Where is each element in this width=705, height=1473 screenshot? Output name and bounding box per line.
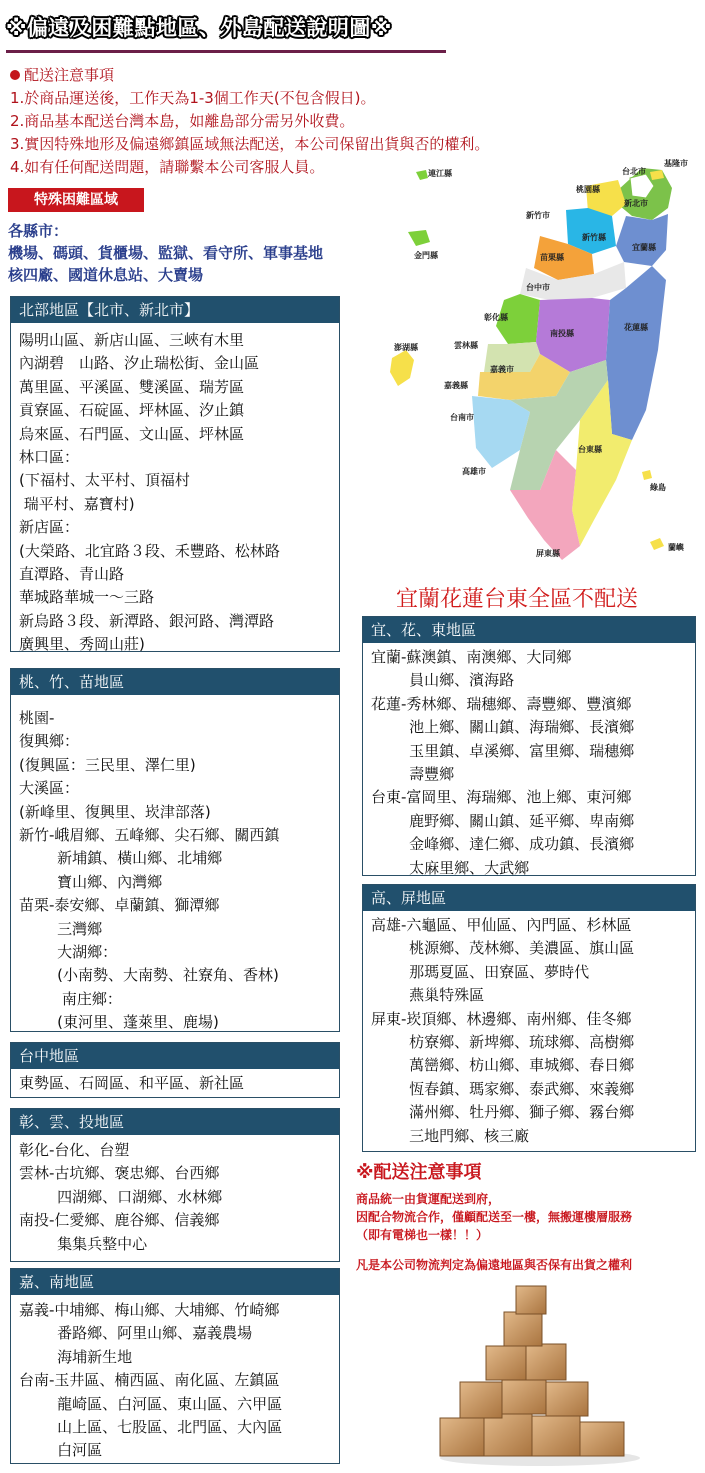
map-label-hsinchu-county: 新竹縣 [582, 233, 606, 242]
notice-title: ※配送注意事項 [356, 1162, 482, 1183]
map-label-kaohsiung: 高雄市 [462, 467, 486, 476]
notice-body: 商品統一由貨運配送到府， 因配合物流合作，僅顧配送至一樓，無搬運樓層服務 （即有電梯也一樣！！） [356, 1192, 633, 1242]
map-region-yilan [616, 214, 668, 266]
note-item: 3.實因特殊地形及偏遠鄉鎮區域無法配送，本公司保留出貨與否的權利。 [10, 135, 490, 153]
region-header: 嘉、南地區 [11, 1269, 339, 1295]
map-label-yunlin: 雲林縣 [454, 341, 478, 350]
map-label-changhua: 彰化縣 [484, 313, 508, 322]
map-label-newtaipei: 新北市 [624, 199, 648, 208]
title-banner [6, 8, 446, 54]
bullet-icon [10, 70, 20, 80]
taiwan-map [380, 150, 705, 570]
region-box-cyn [10, 1108, 340, 1262]
map-label-yilan: 宜蘭縣 [632, 243, 656, 252]
region-body: 東勢區、石岡區、和平區、新社區 [19, 1074, 245, 1092]
region-body: 高雄-六龜區、甲仙區、內門區、杉林區 桃源鄉、茂林鄉、美濃區、旗山區 那瑪夏區、田寮區、夢時代 燕巢特殊區 屏東-崁頂鄉、林邊鄉、南州鄉、佳冬鄉 枋寮鄉、新埤鄉、琉球鄉、高樹鄉 萬巒鄉、枋山鄉、車城鄉、春日鄉 恆春鎮、瑪家鄉、泰武鄉、來義鄉 滿州鄉、牡丹鄉、獅子鄉、霧台鄉 三地門鄉、核三廠 [371, 916, 635, 1145]
notes-heading-text: 配送注意事項 [24, 66, 115, 84]
region-body: 陽明山區、新店山區、三峽有木里 內湖碧 山路、汐止瑞松街、金山區 萬里區、平溪區、雙溪區、瑞芳區 貢寮區、石碇區、坪林區、汐止鎮 烏來區、石門區、文山區、坪林區 林口區： (下福村、太平村、頂福村 瑞平村、嘉寶村) 新店區： (大榮路、北宜路３段、禾豐路、松林路 直潭路、青山路 華城路華城一～三路 新烏路３段、新潭路、銀河路、灣潭路 廣興里、秀岡山莊) [19, 331, 280, 654]
note-item: 1.於商品運送後，工作天為1-3個工作天(不包含假日)。 [10, 89, 376, 107]
map-label-taipei: 台北市 [622, 167, 646, 176]
region-header: 台中地區 [11, 1043, 339, 1069]
map-label-miaoli: 苗栗縣 [540, 253, 564, 262]
region-body: 桃園- 復興鄉： (復興區：三民里、澤仁里) 大溪區： (新峰里、復興里、崁津部落) 新竹-峨眉鄉、五峰鄉、尖石鄉、關西鎮 新埔鎮、橫山鄉、北埔鄉 寶山鄉、內灣鄉 苗栗-泰安鄉、卓蘭鎮、獅潭鄉 三灣鄉 大湖鄉： (小南勢、大南勢、社寮角、香林) 南庄鄉： (東河里、蓬萊里、鹿場) [19, 709, 280, 1032]
map-label-pingtung: 屏東縣 [536, 549, 560, 558]
map-label-taitung: 台東縣 [578, 445, 602, 454]
map-label-chiayi-county: 嘉義縣 [444, 381, 468, 390]
region-box-tzm [10, 668, 340, 1032]
map-region-hualien [606, 266, 666, 440]
map-region-kinmen [408, 230, 430, 246]
no-delivery-notice: 宜蘭花蓮台東全區不配送 [396, 587, 639, 612]
map-label-kinmen: 金門縣 [414, 251, 438, 260]
map-label-hsinchu-city: 新竹市 [526, 211, 550, 220]
map-label-keelung: 基隆市 [664, 159, 688, 168]
region-box-kp [362, 884, 696, 1152]
map-label-ludao: 綠島 [650, 483, 666, 492]
region-box-chiayi-tainan [10, 1268, 340, 1464]
counties-line: 機場、碼頭、貨櫃場、監獄、看守所、軍事基地 [8, 244, 324, 262]
page-title: ※偏遠及困難點地區、外島配送說明圖※ [6, 16, 392, 40]
map-region-lanyu [650, 538, 664, 550]
counties-line: 核四廠、國道休息站、大賣場 [8, 266, 204, 284]
region-body: 宜蘭-蘇澳鎮、南澳鄉、大同鄉 員山鄉、濱海路 花蓮-秀林鄉、瑞穗鄉、壽豐鄉、豐濱鄉 池上鄉、關山鎮、海瑞鄉、長濱鄉 玉里鎮、卓溪鄉、富里鄉、瑞穗鄉 壽豐鄉 台東-富岡里、海瑞鄉、池上鄉、東河鄉 鹿野鄉、關山鎮、延平鄉、卑南鄉 金峰鄉、達仁鄉、成功鎮、長濱鄉 太麻里鄉、大武鄉 [371, 648, 635, 877]
map-region-lienchiang [416, 170, 428, 180]
map-label-lanyu: 蘭嶼 [668, 543, 684, 552]
map-region-penghu [390, 350, 414, 386]
box-tower-illustration [420, 1282, 660, 1468]
counties-label: 各縣市： [8, 222, 69, 240]
note-item: 2.商品基本配送台灣本島，如離島部分需另外收費。 [10, 112, 355, 130]
map-label-hualien: 花蓮縣 [624, 323, 648, 332]
region-box-taichung [10, 1042, 340, 1098]
region-header: 高、屏地區 [363, 885, 695, 911]
map-label-lienchiang: 連江縣 [428, 169, 452, 178]
region-header: 彰、雲、投地區 [11, 1109, 339, 1135]
map-label-tainan: 台南市 [450, 413, 474, 422]
map-region-ludao [642, 470, 652, 480]
map-label-penghu: 澎湖縣 [394, 343, 418, 352]
region-box-east [362, 616, 696, 876]
map-label-taichung: 台中市 [526, 283, 550, 292]
region-header: 桃、竹、苗地區 [11, 669, 339, 695]
counties-list [8, 220, 323, 286]
region-header: 宜、花、東地區 [363, 617, 695, 643]
map-label-taoyuan: 桃園縣 [576, 185, 600, 194]
region-box-north [10, 296, 340, 652]
title-underline [6, 50, 446, 53]
map-label-nantou: 南投縣 [550, 329, 574, 338]
note-item: 4.如有任何配送問題，請聯繫本公司客服人員。 [10, 158, 325, 176]
region-body: 彰化-台化、台塑 雲林-古坑鄉、褒忠鄉、台西鄉 四湖鄉、口湖鄉、水林鄉 南投-仁愛鄉、鹿谷鄉、信義鄉 集集兵整中心 [19, 1141, 223, 1253]
map-label-chiayi-city: 嘉義市 [490, 365, 514, 374]
special-area-tag: 特殊困難區域 [8, 188, 144, 212]
region-body: 嘉義-中埔鄉、梅山鄉、大埔鄉、竹崎鄉 番路鄉、阿里山鄉、嘉義農場 海埔新生地 台南-玉井區、楠西區、南化區、左鎮區 龍崎區、白河區、東山區、六甲區 山上區、七股區、北門區、大內區 白河區 [19, 1301, 283, 1460]
notes-heading [10, 64, 489, 87]
notice-last-line: 凡是本公司物流判定為偏遠地區與否保有出貨之權利 [356, 1258, 633, 1272]
region-header: 北部地區【北市、新北市】 [11, 297, 339, 323]
